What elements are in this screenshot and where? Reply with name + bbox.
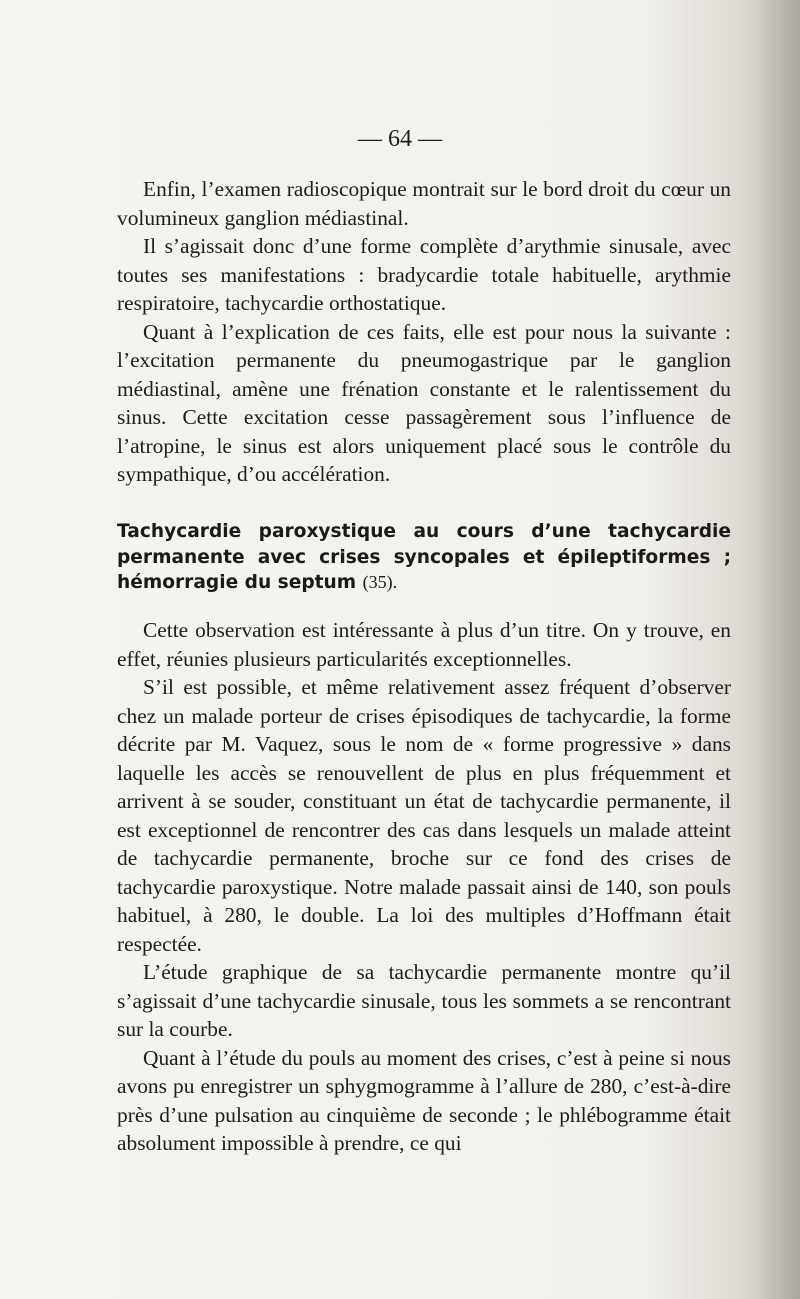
paragraph: Enfin, l’examen radioscopique montrait sur le bord droit du cœur un volumineux ganglion médiastinal.	[117, 177, 731, 230]
paragraph: Quant à l’étude du pouls au moment des crises, c’est à peine si nous avons pu enregistrer un sphygmogramme à l’allure de 280, c’est-à-dire près d’une pulsation au cinquième de seconde ; le phlébogramme était absolument impossible à prendre, ce qui	[117, 1045, 731, 1155]
paragraph: Quant à l’explication de ces faits, elle est pour nous la suivante : l’excitation permanente du pneumogastrique par le ganglion médiastinal, amène une frénation constante et le ralentissement du sinus. Cette excitation cesse passagèrement sous l’influence de l’atropine, le sinus est alors uniquement placé sous le contrôle du sympathique, d’ou accélération.	[117, 319, 731, 486]
paragraph: Cette observation est intéressante à plus d’un titre. On y trouve, en effet, réunies plusieurs particularités exceptionnelles.	[117, 618, 731, 671]
section-heading-title: Tachycardie paroxystique au cours d’une tachycardie permanente avec crises syncopales et épileptiformes ; hémorragie du septum	[117, 521, 731, 593]
section-heading	[117, 519, 731, 596]
section-heading-reference: (35).	[362, 572, 398, 592]
page-number: — 64 —	[358, 126, 442, 152]
paragraph: Il s’agissait donc d’une forme complète d’arythmie sinusale, avec toutes ses manifestations : bradycardie totale habituelle, arythmie respiratoire, tachycardie orthostatique.	[117, 234, 731, 315]
paragraph: L’étude graphique de sa tachycardie permanente montre qu’il s’agissait d’une tachycardie sinusale, tous les sommets a se rencontrant sur la courbe.	[117, 960, 731, 1041]
paragraph: S’il est possible, et même relativement assez fréquent d’observer chez un malade porteur de crises épisodiques de tachycardie, la forme décrite par M. Vaquez, sous le nom de « forme progressive » dans laquelle les accès se renouvellent de plus en plus fréquemment et arrivent à se souder, constituant un état de tachycardie permanente, il est exceptionnel de rencontrer des cas dans lesquels un malade atteint de tachycardie permanente, broche sur ce fond des crises de tachycardie paroxystique. Notre malade passait ainsi de 140, son pouls habituel, à 280, le double. La loi des multiples d’Hoffmann était respectée.	[117, 675, 731, 956]
page-edge-shadow	[760, 0, 800, 1299]
text-block-bottom	[117, 616, 731, 1158]
text-block-top	[117, 175, 731, 489]
